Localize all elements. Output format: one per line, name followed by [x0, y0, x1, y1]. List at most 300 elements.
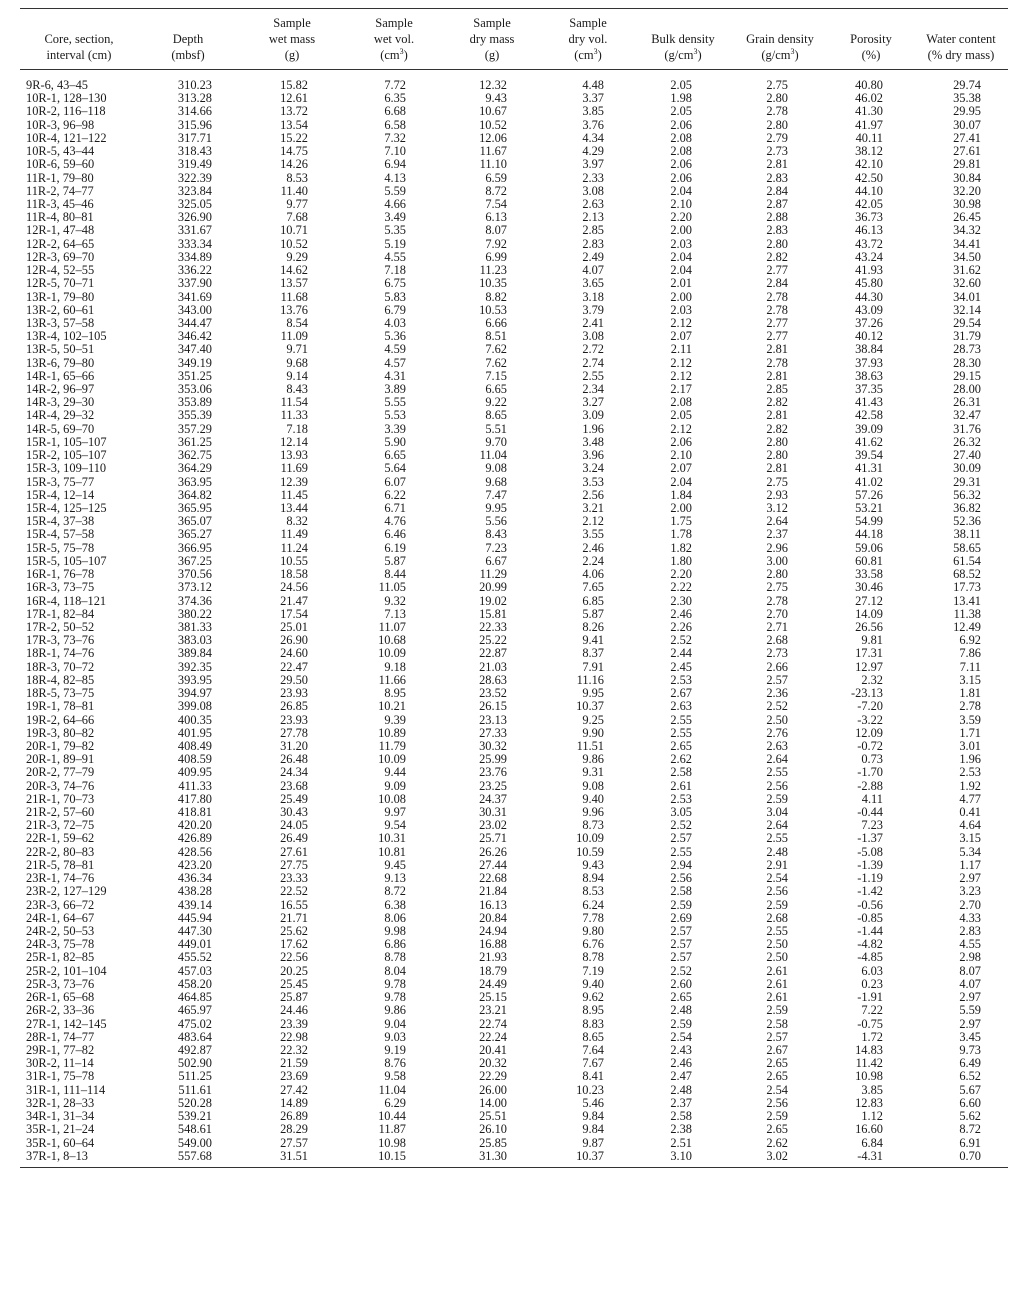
- cell-sample-wet-volume: 5.19: [384, 236, 406, 251]
- cell-sample-dry-volume: 7.67: [582, 1056, 604, 1071]
- cell-water-content: 29.54: [953, 315, 981, 330]
- cell-porosity: 43.09: [855, 302, 883, 317]
- cell-porosity: 16.60: [855, 1122, 883, 1137]
- cell-water-content: 28.00: [953, 382, 981, 397]
- cell-sample-dry-volume: 10.37: [576, 699, 604, 714]
- cell-depth: 326.90: [177, 210, 212, 225]
- cell-sample-wet-mass: 24.60: [280, 646, 308, 661]
- cell-bulk-density: 2.67: [670, 686, 692, 701]
- cell-grain-density: 2.63: [766, 738, 788, 753]
- cell-sample-dry-volume: 7.65: [582, 580, 604, 595]
- cell-water-content: 61.54: [953, 553, 981, 568]
- cell-sample-dry-mass: 31.30: [442, 1150, 542, 1168]
- cell-grain-density: 2.55: [766, 831, 788, 846]
- header-line: Grain density: [746, 32, 814, 46]
- cell-sample-dry-mass: 20.41: [479, 1042, 507, 1057]
- cell-core-section-interval: 12R-3, 69–70: [26, 249, 95, 264]
- cell-porosity: 41.02: [855, 474, 883, 489]
- cell-water-content: 32.20: [953, 183, 981, 198]
- table-header: [20, 9, 1008, 70]
- cell-depth: 449.01: [177, 937, 212, 952]
- table-row: [20, 172, 1008, 185]
- cell-porosity: -7.20: [857, 699, 883, 714]
- cell-sample-wet-volume: 10.09: [378, 752, 406, 767]
- cell-sample-dry-volume: 9.96: [582, 805, 604, 820]
- cell-sample-wet-volume: 8.72: [384, 884, 406, 899]
- cell-water-content: 29.95: [953, 104, 981, 119]
- cell-grain-density: 2.80: [766, 434, 788, 449]
- cell-water-content: 68.52: [953, 567, 981, 582]
- cell-water-content: 34.32: [953, 223, 981, 238]
- cell-sample-wet-mass: 13.44: [280, 501, 308, 515]
- cell-sample-wet-volume: 8.44: [384, 567, 406, 582]
- cell-sample-dry-mass: 22.74: [479, 1016, 507, 1031]
- cell-grain-density: 2.64: [766, 752, 788, 767]
- cell-bulk-density: 2.55: [670, 725, 692, 740]
- header-line: Depth: [172, 32, 204, 46]
- cell-water-content: 29.81: [953, 157, 981, 172]
- cell-sample-wet-volume: 8.06: [384, 910, 406, 925]
- cell-core-section-interval: 24R-3, 75–78: [26, 937, 95, 952]
- cell-sample-dry-mass: 6.13: [485, 210, 507, 225]
- cell-depth: 458.20: [177, 976, 212, 991]
- cell-core-section-interval: 10R-6, 59–60: [26, 157, 95, 172]
- cell-sample-dry-mass: 9.95: [485, 501, 507, 515]
- table-row: [20, 423, 1008, 436]
- cell-depth: 511.25: [178, 1069, 212, 1084]
- cell-sample-wet-mass: 26.49: [280, 831, 308, 846]
- cell-sample-wet-mass: 24.46: [280, 1003, 308, 1018]
- cell-grain-density: 2.83: [766, 170, 788, 185]
- cell-bulk-density: 2.04: [670, 474, 692, 489]
- header-line: Sample: [473, 16, 511, 30]
- cell-sample-dry-mass: 16.88: [479, 937, 507, 952]
- cell-sample-dry-volume: 2.34: [582, 382, 604, 397]
- cell-sample-dry-volume: 8.26: [582, 619, 604, 634]
- cell-porosity: 41.62: [855, 434, 883, 449]
- cell-sample-wet-volume: 10.89: [378, 725, 406, 740]
- header-sample-wet-volume: [346, 9, 442, 70]
- cell-water-content: 6.91: [959, 1135, 981, 1150]
- cell-water-content: 31.79: [953, 329, 981, 344]
- header-water-content: [914, 9, 1008, 70]
- cell-bulk-density: 2.52: [670, 633, 692, 648]
- table-row: [20, 409, 1008, 422]
- cell-porosity: 40.11: [855, 130, 883, 145]
- cell-sample-dry-volume: 4.07: [582, 263, 604, 278]
- header-line: $(g/cm^3)$: [761, 46, 799, 62]
- cell-sample-dry-mass: 24.94: [479, 924, 507, 938]
- cell-grain-density: 2.65: [766, 1069, 788, 1084]
- cell-sample-dry-mass: 10.52: [479, 117, 507, 132]
- cell-water-content: 4.33: [959, 910, 981, 925]
- cell-sample-dry-volume: 10.23: [576, 1082, 604, 1097]
- header-porosity: [828, 9, 914, 70]
- cell-grain-density: 2.68: [766, 633, 788, 648]
- cell-depth: 333.34: [177, 236, 212, 251]
- cell-sample-dry-volume: 6.76: [582, 937, 604, 952]
- cell-water-content: 3.15: [959, 672, 981, 687]
- cell-bulk-density: 2.30: [670, 593, 692, 608]
- cell-water-content: 26.31: [953, 395, 981, 410]
- cell-core-section-interval: 31R-1, 75–78: [26, 1069, 95, 1084]
- cell-sample-wet-volume: 4.76: [384, 514, 406, 529]
- cell-porosity: -4.31: [828, 1150, 914, 1168]
- cell-sample-wet-volume: 9.44: [384, 765, 406, 780]
- cell-sample-wet-volume: 4.57: [384, 355, 406, 370]
- cell-sample-dry-volume: 8.94: [582, 871, 604, 886]
- cell-porosity: -1.37: [857, 831, 883, 846]
- physical-properties-table: [20, 8, 1008, 1168]
- cell-core-section-interval: 17R-2, 50–52: [26, 619, 95, 634]
- cell-sample-wet-mass: 27.57: [280, 1135, 308, 1150]
- table-row: [20, 621, 1008, 634]
- cell-sample-dry-volume: 8.41: [582, 1069, 604, 1084]
- cell-water-content: 6.92: [959, 633, 981, 648]
- cell-sample-wet-volume: 8.76: [384, 1056, 406, 1071]
- cell-bulk-density: 2.07: [670, 329, 692, 344]
- cell-grain-density: 3.04: [766, 805, 788, 820]
- cell-porosity: -23.13: [850, 686, 883, 701]
- cell-depth: 363.95: [177, 474, 212, 489]
- cell-depth: 428.56: [177, 844, 212, 859]
- header-sample-wet-mass: [238, 9, 346, 70]
- cell-bulk-density: 2.26: [670, 619, 692, 634]
- cell-sample-dry-volume: 3.08: [582, 183, 604, 198]
- table-row: [20, 277, 1008, 290]
- cell-sample-wet-volume: 6.86: [384, 937, 406, 952]
- cell-depth: 313.28: [177, 91, 212, 106]
- cell-core-section-interval: 13R-3, 57–58: [26, 315, 95, 330]
- cell-sample-dry-volume: 3.27: [582, 395, 604, 410]
- cell-bulk-density: 2.44: [670, 646, 692, 661]
- cell-water-content: 27.41: [953, 130, 981, 145]
- cell-sample-dry-mass: 5.51: [485, 421, 507, 436]
- cell-grain-density: 2.64: [766, 514, 788, 529]
- table-row: [20, 965, 1008, 978]
- cell-sample-wet-volume: 9.78: [384, 976, 406, 991]
- cell-porosity: 30.46: [855, 580, 883, 595]
- cell-water-content: 29.31: [953, 474, 981, 489]
- cell-porosity: -0.85: [857, 910, 883, 925]
- table-row: [20, 766, 1008, 779]
- cell-sample-wet-mass: 20.25: [280, 963, 308, 978]
- cell-sample-dry-volume: 2.13: [582, 210, 604, 225]
- cell-sample-dry-mass: 7.92: [485, 236, 507, 251]
- cell-sample-dry-volume: 2.56: [582, 487, 604, 502]
- header-line: Sample: [375, 16, 413, 30]
- cell-depth: 353.06: [177, 382, 212, 397]
- cell-grain-density: 2.76: [766, 725, 788, 740]
- cell-sample-dry-mass: 25.99: [479, 752, 507, 767]
- cell-sample-wet-volume: 10.68: [378, 633, 406, 648]
- cell-porosity: 3.85: [861, 1082, 883, 1097]
- table-row: [20, 714, 1008, 727]
- cell-sample-dry-volume: 8.53: [582, 884, 604, 899]
- cell-water-content: 5.34: [959, 844, 981, 859]
- cell-sample-wet-volume: 8.78: [384, 950, 406, 965]
- cell-depth: 438.28: [177, 884, 212, 899]
- cell-sample-dry-mass: 20.84: [479, 910, 507, 925]
- cell-porosity: 33.58: [855, 567, 883, 582]
- cell-grain-density: 2.58: [766, 1016, 788, 1031]
- cell-sample-dry-volume: 2.46: [582, 540, 604, 555]
- cell-sample-dry-volume: 9.84: [582, 1109, 604, 1124]
- cell-sample-wet-volume: 7.18: [384, 263, 406, 278]
- cell-water-content: 5.59: [959, 1003, 981, 1018]
- cell-sample-wet-mass: 8.54: [286, 315, 308, 330]
- cell-sample-dry-mass: 15.81: [479, 606, 507, 621]
- cell-sample-wet-volume: 4.13: [384, 170, 406, 185]
- cell-bulk-density: 2.10: [670, 448, 692, 463]
- cell-sample-dry-volume: 2.12: [582, 514, 604, 529]
- unit-exponent: 3: [790, 46, 795, 56]
- cell-sample-dry-volume: 3.18: [582, 289, 604, 304]
- cell-sample-wet-volume: 4.03: [384, 315, 406, 330]
- cell-sample-wet-volume: 6.29: [384, 1095, 406, 1110]
- cell-core-section-interval: 11R-2, 74–77: [26, 183, 94, 198]
- cell-sample-wet-volume: 6.35: [384, 91, 406, 106]
- cell-sample-dry-volume: 7.19: [582, 963, 604, 978]
- cell-bulk-density: 2.04: [670, 263, 692, 278]
- cell-grain-density: 2.77: [766, 329, 788, 344]
- cell-core-section-interval: 15R-5, 105–107: [26, 553, 107, 568]
- cell-bulk-density: 2.46: [670, 606, 692, 621]
- cell-porosity: -2.88: [857, 778, 883, 793]
- header-line: (mbsf): [171, 48, 205, 62]
- cell-depth: 439.14: [177, 897, 212, 912]
- cell-grain-density: 2.80: [766, 236, 788, 251]
- header-line: wet vol.: [373, 32, 415, 46]
- cell-sample-wet-volume: 3.89: [384, 382, 406, 397]
- cell-core-section-interval: 20R-3, 74–76: [26, 778, 95, 793]
- cell-core-section-interval: 15R-4, 37–38: [26, 514, 95, 529]
- cell-porosity: 43.72: [855, 236, 883, 251]
- cell-core-section-interval: 12R-5, 70–71: [26, 276, 95, 291]
- cell-bulk-density: 2.48: [670, 1082, 692, 1097]
- cell-core-section-interval: 30R-2, 11–14: [26, 1056, 94, 1071]
- cell-sample-wet-volume: 5.55: [384, 395, 406, 410]
- cell-sample-wet-mass: 8.32: [286, 514, 308, 529]
- cell-depth: 483.64: [177, 1029, 212, 1044]
- cell-sample-wet-volume: 9.97: [384, 805, 406, 820]
- cell-sample-wet-mass: 14.89: [280, 1095, 308, 1110]
- cell-depth: 357.29: [177, 421, 212, 436]
- cell-core-section-interval: 25R-2, 101–104: [26, 963, 107, 978]
- cell-sample-dry-volume: 3.85: [582, 104, 604, 119]
- cell-sample-wet-mass: 13.93: [280, 448, 308, 463]
- cell-porosity: 44.30: [855, 289, 883, 304]
- header-line: [828, 15, 914, 31]
- cell-porosity: 57.26: [855, 487, 883, 502]
- cell-water-content: 4.55: [959, 937, 981, 952]
- cell-sample-dry-mass: 7.62: [485, 342, 507, 357]
- cell-sample-dry-volume: 4.06: [582, 567, 604, 582]
- cell-depth: 323.84: [177, 183, 212, 198]
- cell-depth: 447.30: [177, 924, 212, 938]
- cell-water-content: 1.17: [959, 857, 981, 872]
- cell-sample-wet-volume: 7.32: [384, 130, 406, 145]
- cell-porosity: 60.81: [855, 553, 883, 568]
- cell-sample-wet-mass: 12.39: [280, 474, 308, 489]
- table-row: [20, 1004, 1008, 1017]
- cell-sample-wet-mass: 9.77: [286, 196, 308, 211]
- cell-sample-dry-mass: 27.44: [479, 857, 507, 872]
- cell-sample-dry-volume: 9.31: [582, 765, 604, 780]
- cell-water-content: 26.32: [953, 434, 981, 449]
- cell-sample-dry-volume: 5.46: [582, 1095, 604, 1110]
- cell-sample-dry-volume: 3.65: [582, 276, 604, 291]
- cell-bulk-density: 2.47: [670, 1069, 692, 1084]
- cell-depth: 334.89: [177, 249, 212, 264]
- cell-grain-density: 2.50: [766, 937, 788, 952]
- cell-sample-wet-mass: 11.49: [280, 527, 308, 542]
- cell-sample-dry-mass: 30.31: [479, 805, 507, 820]
- cell-bulk-density: 2.05: [670, 78, 692, 92]
- cell-sample-wet-mass: 8.43: [286, 382, 308, 397]
- cell-porosity: 40.80: [855, 78, 883, 92]
- header-line: [732, 15, 828, 31]
- cell-sample-wet-mass: 24.56: [280, 580, 308, 595]
- cell-core-section-interval: 31R-1, 111–114: [26, 1082, 106, 1097]
- header-line: $(g/cm^3)$: [664, 46, 702, 62]
- cell-sample-dry-mass: 7.62: [485, 355, 507, 370]
- cell-bulk-density: 2.53: [670, 791, 692, 806]
- cell-sample-dry-mass: 25.71: [479, 831, 507, 846]
- cell-core-section-interval: 26R-1, 65–68: [26, 990, 95, 1005]
- cell-core-section-interval: 19R-3, 80–82: [26, 725, 95, 740]
- cell-sample-wet-mass: 25.49: [280, 791, 308, 806]
- header-line: [138, 15, 238, 31]
- cell-sample-dry-mass: 22.29: [479, 1069, 507, 1084]
- cell-water-content: 4.77: [959, 791, 981, 806]
- cell-depth: 549.00: [177, 1135, 212, 1150]
- cell-bulk-density: 2.04: [670, 249, 692, 264]
- cell-depth: 408.49: [177, 738, 212, 753]
- cell-porosity: -0.44: [857, 805, 883, 820]
- cell-sample-dry-mass: 8.72: [485, 183, 507, 198]
- cell-depth: 409.95: [177, 765, 212, 780]
- cell-sample-dry-mass: 24.49: [479, 976, 507, 991]
- cell-core-section-interval: 13R-6, 79–80: [26, 355, 95, 370]
- table-row: [20, 304, 1008, 317]
- cell-grain-density: 2.59: [766, 1109, 788, 1124]
- cell-sample-wet-volume: 11.04: [378, 1082, 406, 1097]
- cell-water-content: 36.82: [953, 501, 981, 515]
- cell-porosity: 11.42: [855, 1056, 883, 1071]
- cell-sample-wet-mass: 8.53: [286, 170, 308, 185]
- cell-bulk-density: 2.48: [670, 1003, 692, 1018]
- cell-depth: 381.33: [177, 619, 212, 634]
- cell-sample-dry-mass: 19.02: [479, 593, 507, 608]
- cell-sample-dry-volume: 3.21: [582, 501, 604, 515]
- cell-water-content: 34.01: [953, 289, 981, 304]
- cell-sample-wet-volume: 11.66: [378, 672, 406, 687]
- cell-sample-wet-mass: 9.29: [286, 249, 308, 264]
- cell-sample-dry-mass: 20.99: [479, 580, 507, 595]
- cell-water-content: 6.52: [959, 1069, 981, 1084]
- cell-water-content: 30.84: [953, 170, 981, 185]
- cell-water-content: 38.11: [953, 527, 981, 542]
- header-bulk-density: [634, 9, 732, 70]
- cell-porosity: 42.10: [855, 157, 883, 172]
- cell-sample-dry-volume: 8.65: [582, 1029, 604, 1044]
- cell-grain-density: 2.87: [766, 196, 788, 211]
- cell-sample-dry-volume: 2.33: [582, 170, 604, 185]
- cell-sample-wet-volume: 10.44: [378, 1109, 406, 1124]
- cell-grain-density: 2.80: [766, 448, 788, 463]
- cell-sample-dry-mass: 6.67: [485, 553, 507, 568]
- cell-water-content: 29.74: [953, 78, 981, 92]
- cell-sample-wet-mass: 23.93: [280, 712, 308, 727]
- header-line: (% dry mass): [927, 48, 995, 62]
- cell-porosity: -0.72: [857, 738, 883, 753]
- cell-sample-wet-mass: 26.48: [280, 752, 308, 767]
- cell-sample-wet-mass: 17.54: [280, 606, 308, 621]
- header-line: Sample: [273, 16, 311, 30]
- cell-bulk-density: 2.45: [670, 659, 692, 674]
- cell-grain-density: 2.78: [766, 302, 788, 317]
- cell-depth: 351.25: [177, 368, 212, 383]
- cell-grain-density: 2.65: [766, 1122, 788, 1137]
- cell-porosity: -1.91: [857, 990, 883, 1005]
- cell-core-section-interval: 11R-3, 45–46: [26, 196, 94, 211]
- cell-sample-dry-volume: 7.91: [582, 659, 604, 674]
- cell-sample-wet-mass: 21.71: [280, 910, 308, 925]
- cell-sample-dry-volume: 9.95: [582, 686, 604, 701]
- cell-bulk-density: 2.37: [670, 1095, 692, 1110]
- cell-depth: 355.39: [177, 408, 212, 423]
- cell-bulk-density: 2.53: [670, 672, 692, 687]
- unit-exponent: 3: [593, 46, 598, 56]
- cell-sample-dry-volume: 9.40: [582, 976, 604, 991]
- cell-sample-dry-mass: 11.67: [479, 144, 507, 159]
- cell-sample-dry-mass: 21.03: [479, 659, 507, 674]
- cell-water-content: 6.49: [959, 1056, 981, 1071]
- header-line: wet mass: [268, 32, 316, 46]
- cell-porosity: 44.18: [855, 527, 883, 542]
- cell-sample-wet-mass: 13.54: [280, 117, 308, 132]
- cell-sample-wet-volume: 9.18: [384, 659, 406, 674]
- table-row: [20, 476, 1008, 489]
- cell-water-content: 56.32: [953, 487, 981, 502]
- cell-grain-density: 3.02: [732, 1150, 828, 1168]
- cell-depth: 343.00: [177, 302, 212, 317]
- cell-core-section-interval: 17R-3, 73–76: [26, 633, 95, 648]
- cell-core-section-interval: 37R-1, 8–13: [20, 1150, 138, 1168]
- cell-sample-wet-mass: 12.14: [280, 434, 308, 449]
- cell-sample-dry-mass: 30.32: [479, 738, 507, 753]
- cell-core-section-interval: 20R-1, 89–91: [26, 752, 95, 767]
- cell-bulk-density: 2.04: [670, 183, 692, 198]
- cell-depth: 318.43: [177, 144, 212, 159]
- cell-sample-wet-mass: 23.69: [280, 1069, 308, 1084]
- cell-sample-wet-volume: 6.79: [384, 302, 406, 317]
- cell-core-section-interval: 14R-2, 96–97: [26, 382, 95, 397]
- cell-water-content: 34.41: [953, 236, 981, 251]
- cell-sample-wet-volume: 9.32: [384, 593, 406, 608]
- cell-bulk-density: 2.06: [670, 117, 692, 132]
- cell-water-content: 32.14: [953, 302, 981, 317]
- header-line: [914, 15, 1008, 31]
- cell-porosity: 6.03: [861, 963, 883, 978]
- cell-sample-wet-volume: 11.05: [378, 580, 406, 595]
- cell-core-section-interval: 15R-3, 109–110: [26, 461, 107, 476]
- cell-core-section-interval: 24R-1, 64–67: [26, 910, 95, 925]
- cell-bulk-density: 1.84: [670, 487, 692, 502]
- table-row: [20, 462, 1008, 475]
- cell-water-content: 7.86: [959, 646, 981, 661]
